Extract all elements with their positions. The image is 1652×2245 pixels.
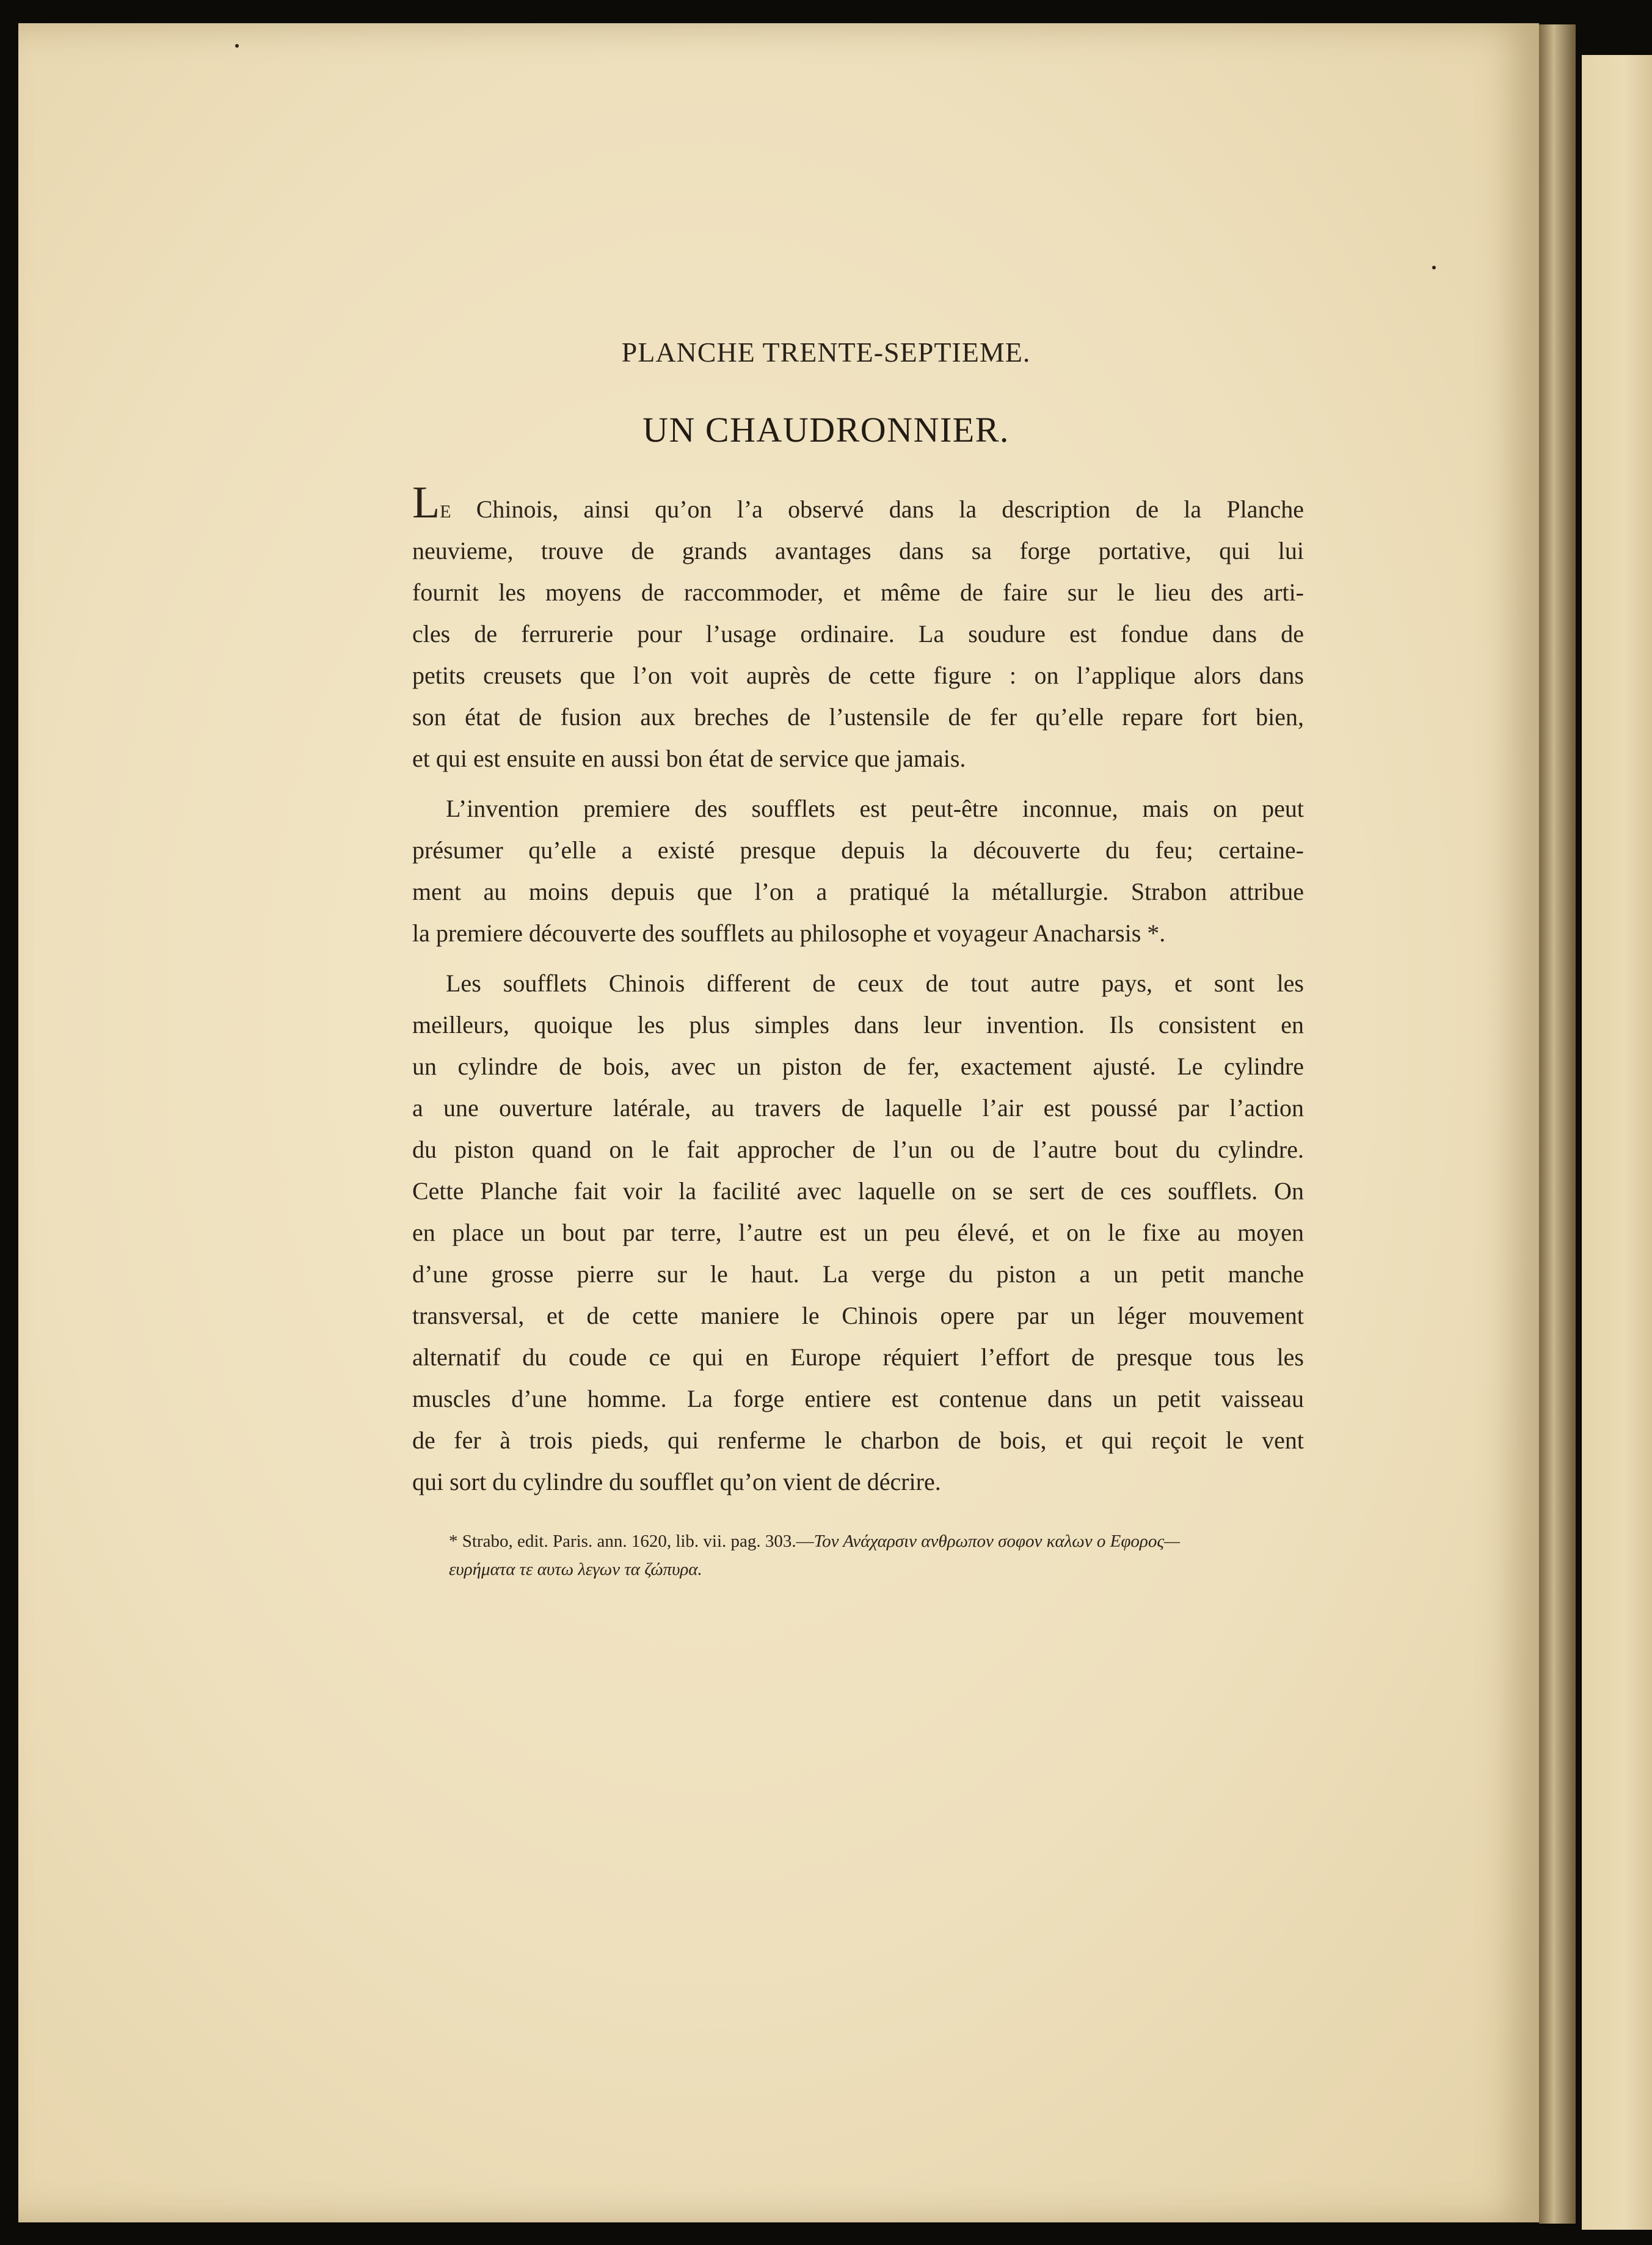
body-text [412,478,1304,1503]
text-line: en place un bout par terre, l’autre est un peu élevé, et on le fixe au moyen [412,1219,1304,1246]
paragraph-1 [412,478,1304,779]
text-line: cles de ferrurerie pour l’usage ordinaire. La soudure est fondue dans de [412,620,1304,648]
text-line: transversal, et de cette maniere le Chinois opere par un léger mouvement [412,1302,1304,1329]
footnote-citation: * Strabo, edit. Paris. ann. 1620, lib. vii. pag. 303.— [449,1531,814,1551]
text-line: meilleurs, quoique les plus simples dans leur invention. Ils consistent en [412,1011,1304,1039]
text-line: a une ouverture latérale, au travers de laquelle l’air est poussé par l’action [412,1094,1304,1122]
page-title: UN CHAUDRONNIER. [642,410,1010,450]
text-line: LE Chinois, ainsi qu’on l’a observé dans la description de la Planche [412,478,1304,528]
text-line: qui sort du cylindre du soufflet qu’on vient de décrire. [412,1468,941,1495]
text-line: Les soufflets Chinois different de ceux de tout autre pays, et sont les [446,969,1304,997]
paragraph-3 [412,963,1304,1503]
text-line: d’une grosse pierre sur le haut. La verge du piston a un petit manche [412,1260,1304,1288]
text-line: et qui est ensuite en aussi bon état de service que jamais. [412,745,966,772]
drop-cap: L [412,478,440,528]
text-line: la premiere découverte des soufflets au philosophe et voyageur Anacharsis *. [412,919,1166,947]
small-cap: E [440,502,451,522]
footnote-line [449,1527,1304,1555]
text-line: du piston quand on le fait approcher de l’un ou de l’autre bout du cylindre. [412,1136,1304,1163]
paper-speck [1432,266,1436,269]
text-line: neuvieme, trouve de grands avantages dans sa forge portative, qui lui [412,537,1304,564]
text-line: Cette Planche fait voir la facilité avec laquelle on se sert de ces soufflets. On [412,1177,1304,1205]
footnote-greek: Τον Ανάχαρσιν ανθρωπον σοφον καλων ο Εφορος— [813,1531,1180,1551]
text-line: ment au moins depuis que l’on a pratiqué la métallurgie. Strabon attribue [412,878,1304,905]
paragraph-2 [412,788,1304,954]
text-line: muscles d’une homme. La forge entiere est contenue dans un petit vaisseau [412,1385,1304,1412]
text-line: L’invention premiere des soufflets est peut-être inconnue, mais on peut [446,795,1304,822]
text-line: son état de fusion aux breches de l’ustensile de fer qu’elle repare fort bien, [412,703,1304,731]
text-line: fournit les moyens de raccommoder, et même de faire sur le lieu des arti- [412,579,1304,606]
text-line: de fer à trois pieds, qui renferme le charbon de bois, et qui reçoit le vent [412,1426,1304,1454]
text-line: alternatif du coude ce qui en Europe réquiert l’effort de presque tous les [412,1343,1304,1371]
footnote [449,1527,1304,1583]
text-line: un cylindre de bois, avec un piston de fer, exactement ajusté. Le cylindre [412,1053,1304,1080]
footnote-greek-line: ευρήματα τε αυτω λεγων τα ζώπυρα. [449,1560,702,1579]
plate-heading: PLANCHE TRENTE-SEPTIEME. [621,337,1031,368]
text-line: petits creusets que l’on voit auprès de cette figure : on l’applique alors dans [412,662,1304,689]
paper-speck [235,44,239,48]
facing-page-edge [1582,55,1652,2230]
text-line: présumer qu’elle a existé presque depuis la découverte du feu; certaine- [412,836,1304,864]
